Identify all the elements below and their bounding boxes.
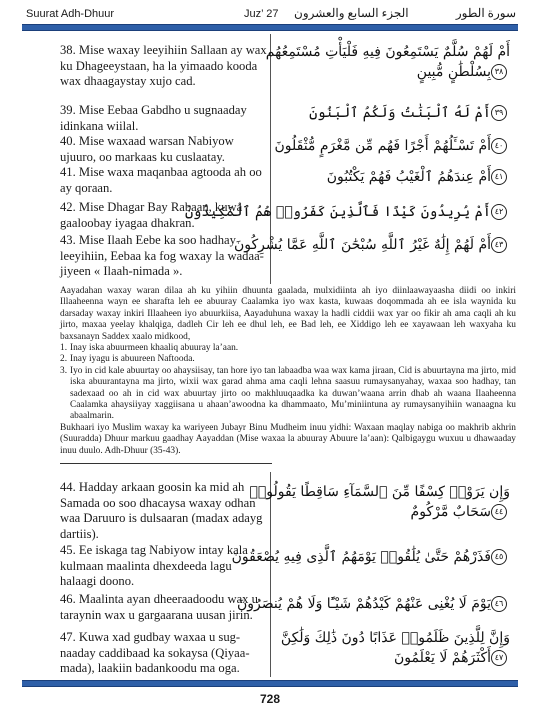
verse-44-somali: 44. Hadday arkaan goosin ka mid ah Samada oo soo dhacaysa waxay odhan waa Daruuro is dulsaaran (madax adayg dartiis).: [60, 480, 263, 541]
verse-43-somali: 43. Mise Ilaah Eebe ka soo hadhay leeyihiin, Eebaa ka fog waxay la wadaa-jiyeen « Ilaah-nimada ».: [60, 233, 264, 278]
verse-42-somali: 42. Mise Dhagar Bay Rabaan, kuwa gaaloobay iyagaa dhakran.: [60, 200, 243, 230]
verse-number-icon: ٤٠: [491, 138, 507, 154]
verse-number-icon: ٤٤: [491, 504, 507, 520]
commentary: [60, 286, 516, 457]
verse-47-somali: 47. Kuwa xad gudbay waxaa u sug-naaday caddibaad ka sokaysa (Qiyaa-mada), laakiin badankoodu ma oga.: [60, 630, 250, 675]
verse-number-icon: ٣٨: [491, 64, 507, 80]
verse-number-icon: ٣٩: [491, 105, 507, 121]
juz-label: Juz’ 27: [244, 8, 279, 20]
verse-number-icon: ٤٧: [491, 650, 507, 666]
page-number: 728: [259, 692, 281, 706]
verse-number-icon: ٤٢: [491, 204, 507, 220]
footer-bar: [22, 680, 518, 687]
commentary-intro: Aayadahan waxay waran dilaa ah ku yihiin dhuunta gaalada, mulxidiinta ah iyo diinlaawayaasha diidi oo inkiri Illaaheenna wayn ee sharafta leh ee abuuray Caalamka iyo wax kasta, kuwaas doqommada ah ee isla waynida ku darsaday waxay inkiri Illaaheen iyo abuurkiisa, Aayaduhuna waxay la hadli ciddii wax yar oo fikir ah ama caqli ah ku jirto, maxaa yeelay khalqiga, dadleh Cir leh ee dhul leh, ee Bad leh, ee Xiddigo leh ee xayawaan leh waxyaha ku baxsanayn Saddex xaalo midkood,: [60, 286, 516, 342]
section-rule: [60, 463, 272, 464]
verse-40-somali: 40. Mise waxaad warsan Nabiyow ujuuro, oo markaas ku cuslaatay.: [60, 134, 234, 164]
surah-arabic: سورة الطور: [455, 6, 516, 20]
verse-43-arabic: ٤٣أَمْ لَهُمْ إِلَٰهٌ غَيْرُ ٱللَّهِ سُبْحَٰنَ ٱللَّهِ عَمَّا يُشْرِكُونَ: [234, 235, 510, 255]
juz-arabic: الجزء السابع والعشرون: [294, 6, 409, 20]
verse-number-icon: ٤٦: [491, 596, 507, 612]
verse-41-somali: 41. Mise waxa maqanbaa agtooda ah oo ay qoraan.: [60, 165, 262, 195]
verse-38-somali: 38. Mise waxay leeyihiin Sallaan ay wax ku Dhageeystaan, ha la yimaado kooda wax dhaagaystay xujo cad.: [60, 43, 267, 88]
footnote: 1. Inay iska abuurmeen khaaliq abuuray la’aan.: [60, 343, 239, 354]
verse-39-arabic: ٣٩أَمْ لَهُ ٱلْبَنَٰتُ وَلَكُمُ ٱلْبَنُونَ: [309, 103, 510, 123]
verse-40-arabic: ٤٠أَمْ تَسْـَٔلُهُمْ أَجْرًا فَهُم مِّن مَّغْرَمٍ مُّثْقَلُونَ: [274, 136, 510, 156]
verse-46-somali: 46. Maalinta ayan dheeraadoodu wax u taraynin wax u gargaarana uusan jirin.: [60, 592, 258, 622]
footnote: 3. Iyo in cid kale abuurtay oo ahaysiisay, tan hore iyo tan labaadba waa wax kama jiraan, Cid is abuurtayna ma jirto, mid iska abuurantayna ma jirto, wixii wax garad ahma ama caqli lehna saasuu rumaysanyahay, waxaa soo hadhay, tan sadexaad oo ah in cid wax abuurtay jirto oo makhluuqaadka ka duwan’waana arrin dhab ah waana Ilaaheenna Caalamka ahaysiiyay xaggiisana u ahaan’awoodna ka dhammaato, Mu’miniintuna ay rumaysanyihiin wanaagna ku abaalmarin.: [60, 365, 516, 422]
verse-45-somali: 45. Ee iskaga tag Nabiyow intay kala kulmaan maalinta dhexdeeda lagu halaagi doono.: [60, 543, 248, 588]
header-bar: [22, 24, 518, 31]
verse-45-arabic: ٤٥فَذَرْهُمْ حَتَّىٰ يُلَٰقُوا۟ يَوْمَهُمُ ٱلَّذِى فِيهِ يُصْعَقُونَ: [232, 547, 510, 567]
verse-38-arabic: أَمْ لَهُمْ سُلَّمٌ يَسْتَمِعُونَ فِيهِ فَلْيَأْتِ مُسْتَمِعُهُم ٣٨بِسُلْطَٰنٍ مُّبِينٍ: [265, 44, 510, 80]
surah-title: Suurat Adh-Dhuur: [26, 8, 115, 20]
verse-42-arabic: ٤٢أَمْ يُرِيدُونَ كَيْدًا فَٱلَّذِينَ كَفَرُوا۟ هُمُ ٱلْمَكِيدُونَ: [185, 202, 510, 222]
verse-44-arabic: وَإِن يَرَوْا۟ كِسْفًا مِّنَ ٱلسَّمَآءِ سَاقِطًا يَقُولُوا۟ ٤٤سَحَابٌ مَّرْكُومٌ: [249, 484, 510, 520]
commentary-closing: Bukhaari iyo Muslim waxay ka wariyeen Jubayr Binu Mudheim inuu yidhi: Waxaan maqlay nabiga oo makhrib akhrin (Suuradda) Dhuur markuu gaadhay Aayaddan (Mise waxaa la abuuray Abuure la’aan): Qalbigaygu wuxuu u dhawaaday inuu duulo. Adh-Dhuur (35-43).: [60, 422, 516, 456]
verse-number-icon: ٤٣: [491, 237, 507, 253]
verse-41-arabic: ٤١أَمْ عِندَهُمُ ٱلْغَيْبُ فَهُمْ يَكْتُبُونَ: [327, 167, 510, 187]
verse-46-arabic: ٤٦يَوْمَ لَا يُغْنِى عَنْهُمْ كَيْدُهُمْ شَيْـًٔا وَلَا هُمْ يُنصَرُونَ: [237, 594, 510, 614]
footnote: 2. Inay iyagu is abuureen Naftooda.: [60, 354, 195, 365]
verse-number-icon: ٤١: [491, 169, 507, 185]
verse-39-somali: 39. Mise Eebaa Gabdho u sugnaaday idinkana wiilal.: [60, 103, 247, 133]
page-header: [22, 6, 518, 22]
verse-number-icon: ٤٥: [491, 549, 507, 565]
verse-47-arabic: وَإِنَّ لِلَّذِينَ ظَلَمُوا۟ عَذَابًا دُونَ ذَٰلِكَ وَلَٰكِنَّ ٤٧أَكْثَرَهُمْ لَا يَعْلَمُونَ: [280, 630, 510, 666]
